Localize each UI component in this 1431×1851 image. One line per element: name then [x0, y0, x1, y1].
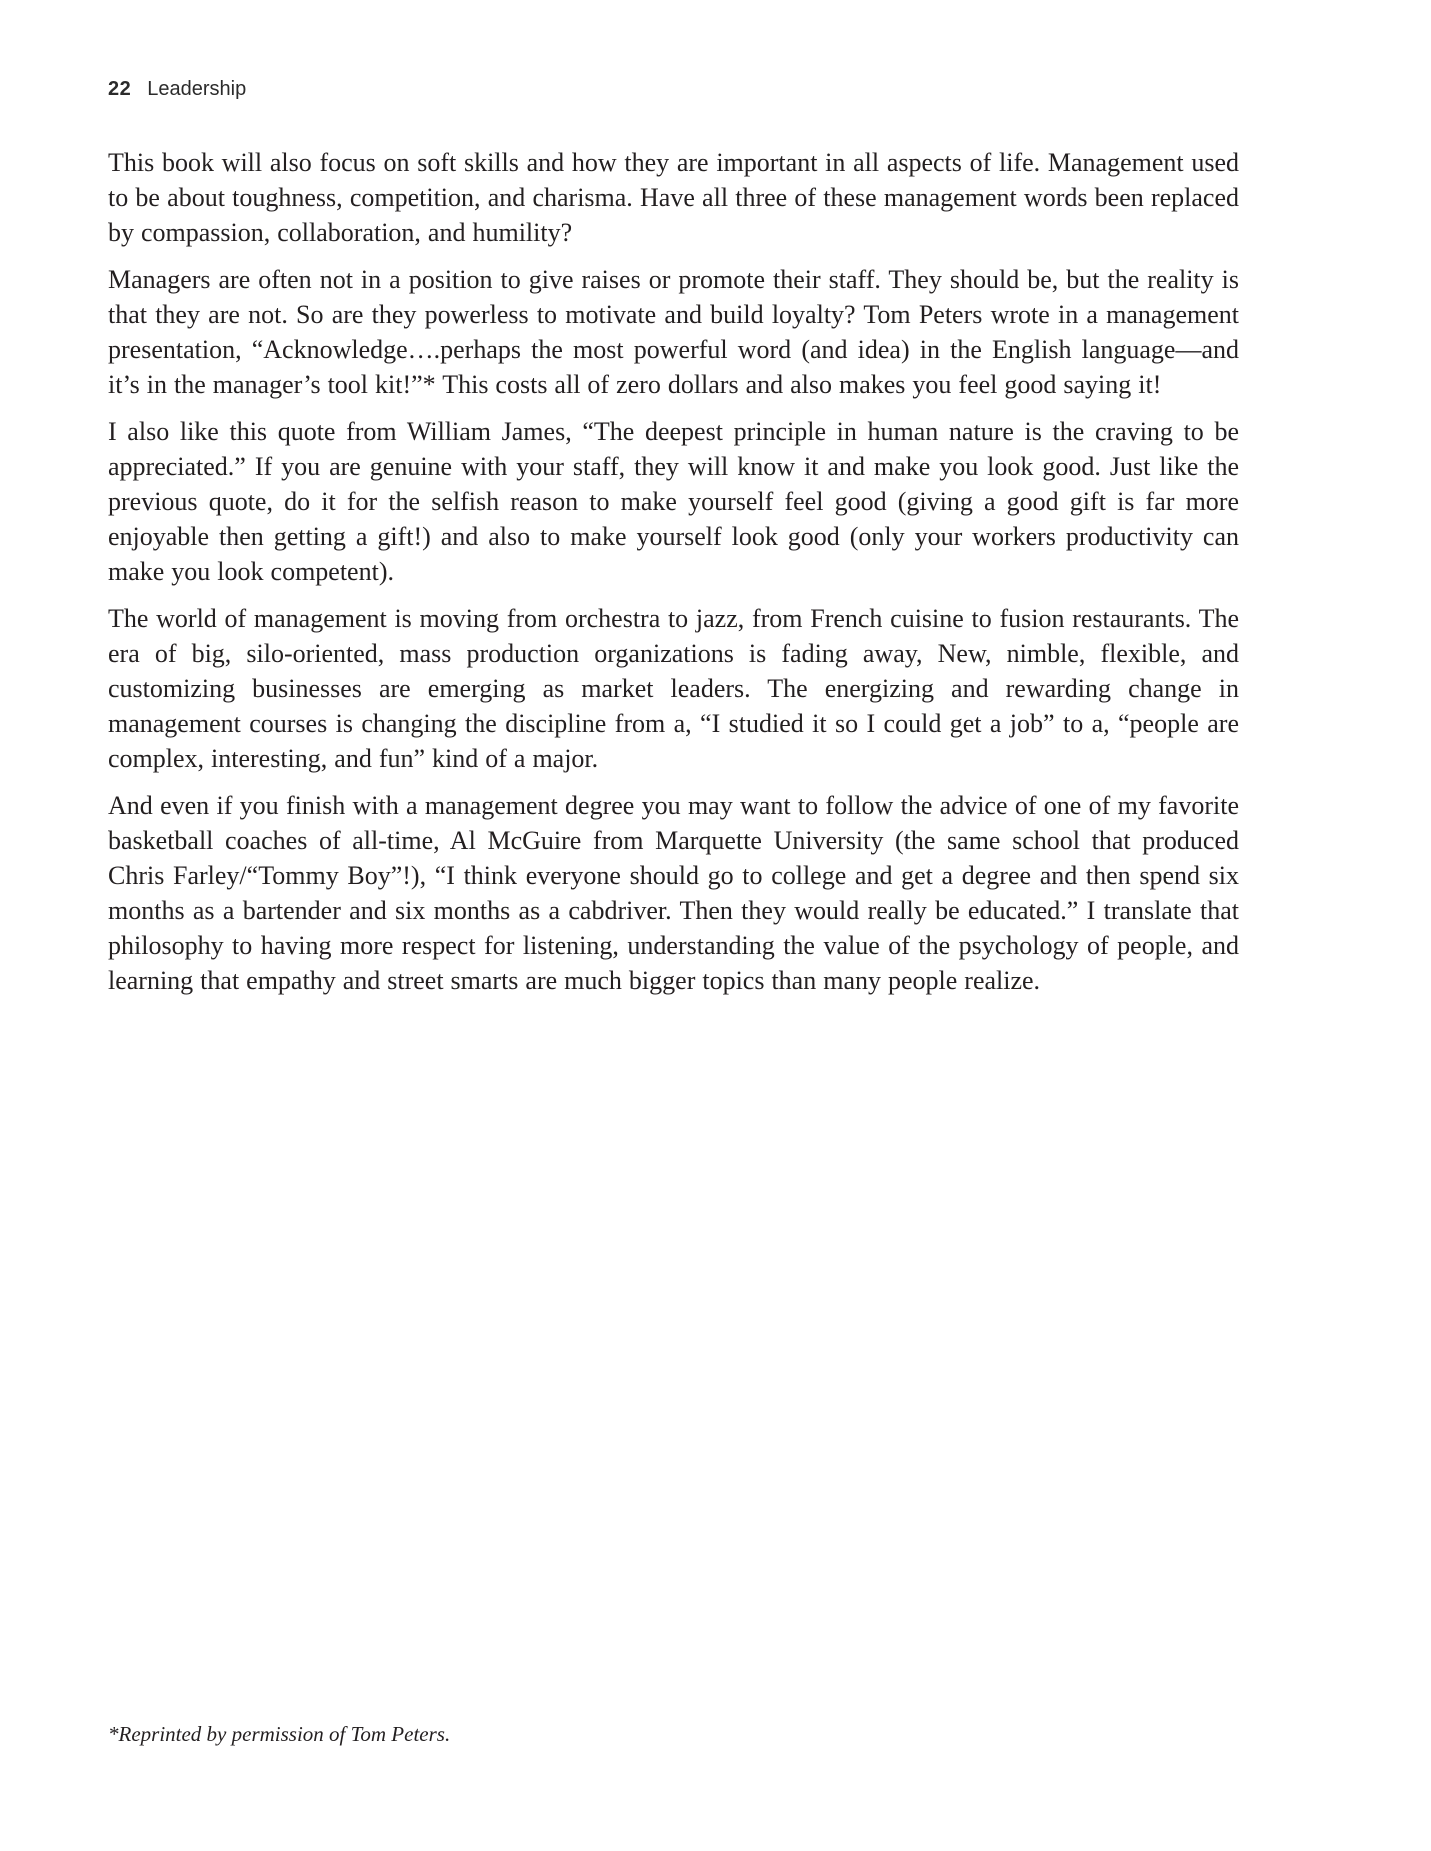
body-copy: [108, 145, 1239, 998]
body-paragraph: Managers are often not in a position to give raises or promote their staff. They should be, but the reality is that they are not. So are they powerless to motivate and build loyalty? Tom Peters wrote in a management presentation, “Acknowledge….perhaps the most powerful word (and idea) in the English language—and it’s in the manager’s tool kit!”* This costs all of zero dollars and also makes you feel good saying it!: [108, 265, 1239, 399]
body-paragraph: I also like this quote from William James, “The deepest principle in human nature is the craving to be appreciated.” If you are genuine with your staff, they will know it and make you look good. Just like the previous quote, do it for the selfish reason to make yourself feel good (giving a good gift is far more enjoyable then getting a gift!) and also to make yourself look good (only your workers productivity can make you look competent).: [108, 417, 1239, 586]
page-number: 22: [108, 78, 132, 100]
footnote: *Reprinted by permission of Tom Peters.: [108, 1722, 451, 1746]
body-paragraph: And even if you finish with a management degree you may want to follow the advice of one of my favorite basketball coaches of all-time, Al McGuire from Marquette University (the same school that produced Chris Farley/“Tommy Boy”!), “I think everyone should go to college and get a degree and then spend six months as a bartender and six months as a cabdriver. Then they would really be educated.” I translate that philosophy to having more respect for listening, understanding the value of the psychology of people, and learning that empathy and street smarts are much bigger topics than many people realize.: [108, 791, 1239, 995]
running-head: [108, 78, 1239, 101]
body-paragraph: The world of management is moving from orchestra to jazz, from French cuisine to fusion restaurants. The era of big, silo-oriented, mass production organizations is fading away, New, nimble, flexible, and customizing businesses are emerging as market leaders. The energizing and rewarding change in management courses is changing the discipline from a, “I studied it so I could get a job” to a, “people are complex, interesting, and fun” kind of a major.: [108, 604, 1239, 773]
body-paragraph: This book will also focus on soft skills and how they are important in all aspects of life. Management used to be about toughness, competition, and charisma. Have all three of these management words been replaced by compassion, collaboration, and humility?: [108, 148, 1239, 247]
chapter-title: Leadership: [147, 78, 247, 100]
